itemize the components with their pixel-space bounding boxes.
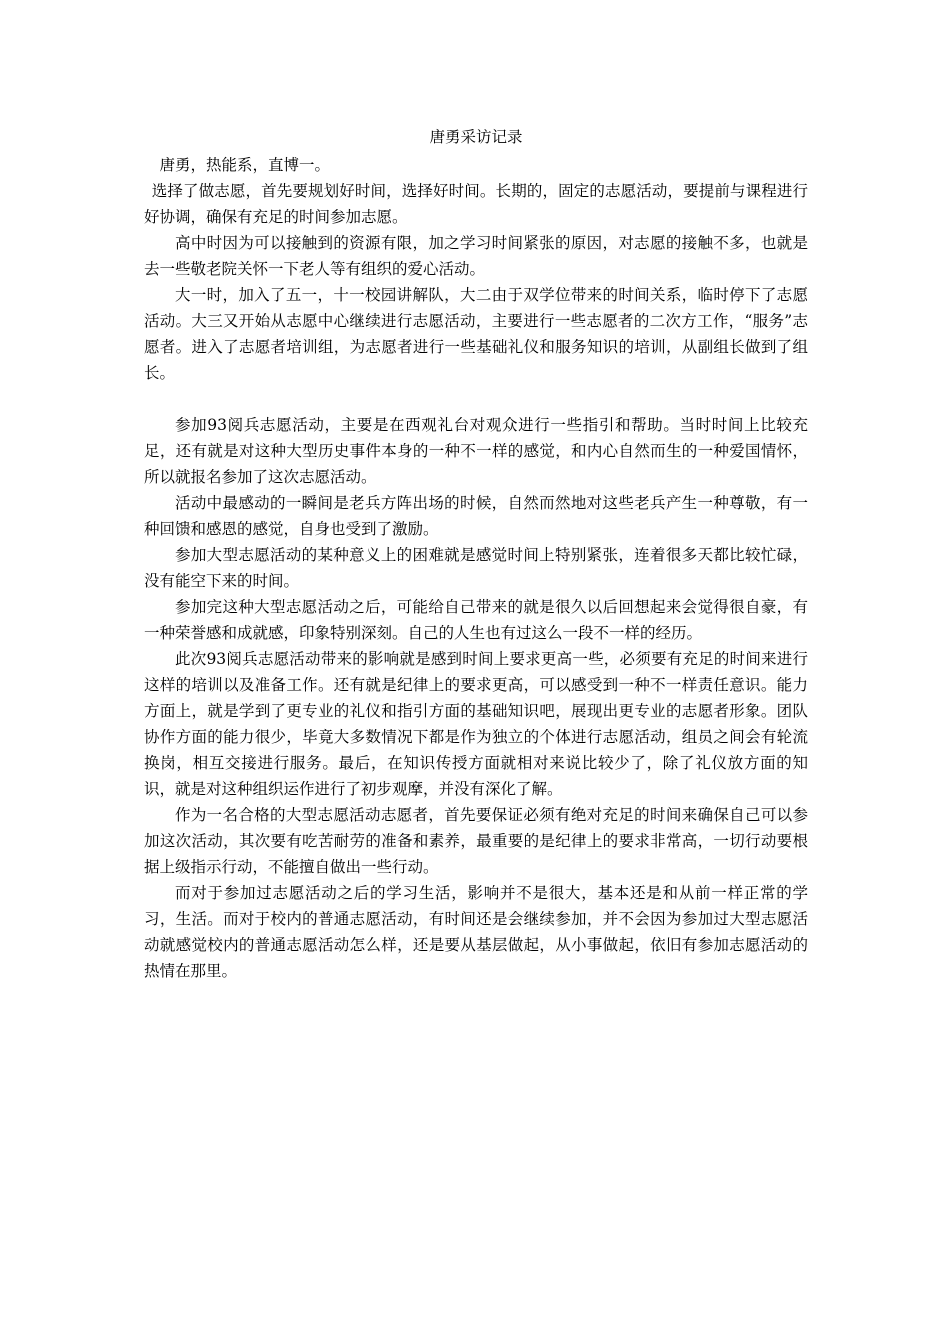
paragraph-after-volunteering: 而对于参加过志愿活动之后的学习生活，影响并不是很大，基本还是和从前一样正常的学习，生活。而对于校内的普通志愿活动，有时间还是会继续参加，并不会因为参加过大型志愿活动就感觉校内的普通志愿活动怎么样，还是要从基层做起，从小事做起，依旧有参加志愿活动的热情在那里。 (144, 884, 808, 980)
paragraph-time-planning: 选择了做志愿，首先要规划好时间，选择好时间。长期的，固定的志愿活动，要提前与课程进行好协调，确保有充足的时间参加志愿。 (144, 182, 808, 226)
paragraph-interviewee-info: 唐勇，热能系，直博一。 (159, 156, 331, 174)
paragraph-university-experience: 大一时，加入了五一，十一校园讲解队，大二由于双学位带来的时间关系，临时停下了志愿活动。大三又开始从志愿中心继续进行志愿活动，主要进行一些志愿者的二次方工作，“服务”志愿者。进入了志愿者培训组，为志愿者进行一些基础礼仪和服务知识的培训，从副组长做到了组长。 (144, 286, 808, 382)
paragraph-high-school: 高中时因为可以接触到的资源有限，加之学习时间紧张的原因，对志愿的接触不多，也就是去一些敬老院关怀一下老人等有组织的爱心活动。 (144, 234, 808, 278)
paragraph-parade-volunteering: 参加93阅兵志愿活动，主要是在西观礼台对观众进行一些指引和帮助。当时时间上比较充足，还有就是对这种大型历史事件本身的一种不一样的感觉，和内心自然而生的一种爱国情怀，所以就报名参加了这次志愿活动。 (144, 416, 808, 486)
paragraph-moving-moment: 活动中最感动的一瞬间是老兵方阵出场的时候，自然而然地对这些老兵产生一种尊敬，有一种回馈和感恩的感觉，自身也受到了激励。 (144, 494, 808, 538)
paragraph-spacer (144, 386, 808, 412)
document-body (144, 124, 808, 984)
paragraph-personal-gain: 参加完这种大型志愿活动之后，可能给自己带来的就是很久以后回想起来会觉得很自豪，有一种荣誉感和成就感，印象特别深刻。自己的人生也有过这么一段不一样的经历。 (144, 598, 808, 642)
paragraph-impact: 此次93阅兵志愿活动带来的影响就是感到时间上要求更高一些，必须要有充足的时间来进行这样的培训以及准备工作。还有就是纪律上的要求更高，可以感受到一种不一样责任意识。能力方面上，就是学到了更专业的礼仪和指引方面的基础知识吧，展现出更专业的志愿者形象。团队协作方面的能力很少，毕竟大多数情况下都是作为独立的个体进行志愿活动，组员之间会有轮流换岗，相互交接进行服务。最后，在知识传授方面就相对来说比较少了，除了礼仪放方面的知识，就是对这种组织运作进行了初步观摩，并没有深化了解。 (144, 650, 808, 798)
document-title: 唐勇采访记录 (429, 128, 523, 146)
paragraph-qualified-volunteer: 作为一名合格的大型志愿活动志愿者，首先要保证必须有绝对充足的时间来确保自己可以参加这次活动，其次要有吃苦耐劳的准备和素养，最重要的是纪律上的要求非常高，一切行动要根据上级指示行动，不能擅自做出一些行动。 (144, 806, 808, 876)
paragraph-difficulties: 参加大型志愿活动的某种意义上的困难就是感觉时间上特别紧张，连着很多天都比较忙碌，没有能空下来的时间。 (144, 546, 808, 590)
